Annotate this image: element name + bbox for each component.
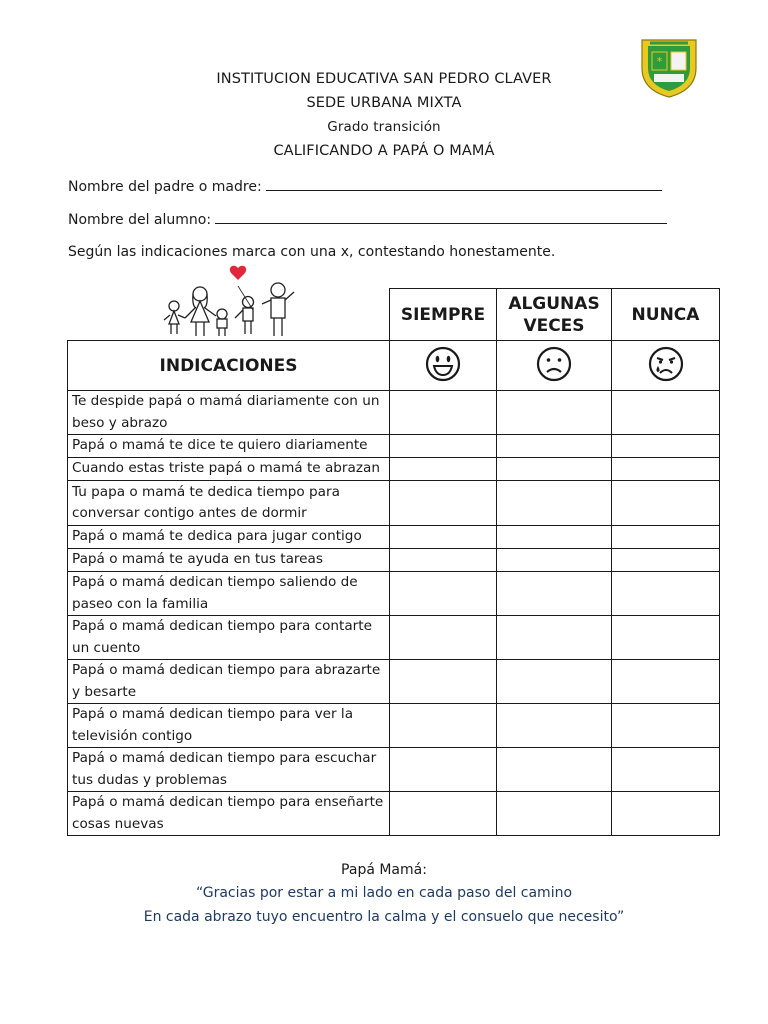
cell-nunca[interactable] <box>612 481 720 526</box>
cell-nunca[interactable] <box>612 704 720 748</box>
table-row <box>68 748 720 792</box>
indication-text: Papá o mamá te ayuda en tus tareas <box>68 549 390 572</box>
cell-nunca[interactable] <box>612 660 720 704</box>
cell-siempre[interactable] <box>390 792 497 836</box>
quote-line-2: En cada abrazo tuyo encuentro la calma y el consuelo que necesito” <box>143 909 625 925</box>
cell-nunca[interactable] <box>612 616 720 660</box>
table-row <box>68 792 720 836</box>
indication-text: Papá o mamá te dedica para jugar contigo <box>68 526 390 549</box>
option-siempre: SIEMPRE <box>390 289 497 341</box>
grade-label: Grado transición <box>327 119 441 135</box>
parent-name-field[interactable] <box>68 176 662 195</box>
cell-nunca[interactable] <box>612 572 720 616</box>
quote-line-1: “Gracias por estar a mi lado en cada paso del camino <box>195 885 573 901</box>
cell-algunas-veces[interactable] <box>497 748 612 792</box>
cell-siempre[interactable] <box>390 526 497 549</box>
indication-text: Papá o mamá dedican tiempo saliendo de paseo con la familia <box>68 572 390 616</box>
table-row <box>68 481 720 526</box>
cell-algunas-veces[interactable] <box>497 616 612 660</box>
table-row <box>68 391 720 435</box>
indication-text: Papá o mamá dedican tiempo para ver la televisión contigo <box>68 704 390 748</box>
cell-siempre[interactable] <box>390 616 497 660</box>
cell-algunas-veces[interactable] <box>497 435 612 458</box>
cell-nunca[interactable] <box>612 526 720 549</box>
cell-nunca[interactable] <box>612 792 720 836</box>
footer-greeting: Papá Mamá: <box>341 862 427 878</box>
student-name-field[interactable] <box>68 209 667 228</box>
cell-siempre[interactable] <box>390 704 497 748</box>
empty-corner-cell <box>68 289 390 341</box>
indication-text: Cuando estas triste papá o mamá te abrazan <box>68 458 390 481</box>
indication-text: Papá o mamá te dice te quiero diariamente <box>68 435 390 458</box>
cell-algunas-veces[interactable] <box>497 792 612 836</box>
indications-header-row <box>68 341 720 391</box>
school-branch: SEDE URBANA MIXTA <box>306 95 462 111</box>
parent-name-label: Nombre del padre o madre: <box>68 179 262 195</box>
cell-nunca[interactable] <box>612 435 720 458</box>
cell-siempre[interactable] <box>390 549 497 572</box>
table-row <box>68 435 720 458</box>
indication-text: Papá o mamá dedican tiempo para enseñarte cosas nuevas <box>68 792 390 836</box>
instructions-text: Según las indicaciones marca con una x, contestando honestamente. <box>68 244 556 260</box>
happy-face-icon <box>390 341 497 391</box>
cell-siempre[interactable] <box>390 481 497 526</box>
crying-face-icon <box>612 341 720 391</box>
cell-algunas-veces[interactable] <box>497 572 612 616</box>
cell-algunas-veces[interactable] <box>497 391 612 435</box>
cell-nunca[interactable] <box>612 391 720 435</box>
indication-text: Papá o mamá dedican tiempo para escuchar tus dudas y problemas <box>68 748 390 792</box>
cell-algunas-veces[interactable] <box>497 526 612 549</box>
cell-nunca[interactable] <box>612 458 720 481</box>
table-row <box>68 458 720 481</box>
svg-text:*: * <box>656 55 663 68</box>
option-nunca: NUNCA <box>612 289 720 341</box>
table-row <box>68 704 720 748</box>
cell-algunas-veces[interactable] <box>497 481 612 526</box>
cell-nunca[interactable] <box>612 549 720 572</box>
cell-algunas-veces[interactable] <box>497 704 612 748</box>
indication-text: Te despide papá o mamá diariamente con un beso y abrazo <box>68 391 390 435</box>
cell-siempre[interactable] <box>390 435 497 458</box>
student-name-label: Nombre del alumno: <box>68 212 212 228</box>
indication-text: Papá o mamá dedican tiempo para contarte un cuento <box>68 616 390 660</box>
table-row <box>68 616 720 660</box>
cell-algunas-veces[interactable] <box>497 660 612 704</box>
sad-face-icon <box>497 341 612 391</box>
school-name: INSTITUCION EDUCATIVA SAN PEDRO CLAVER <box>216 71 552 87</box>
school-logo <box>636 34 702 100</box>
cell-siempre[interactable] <box>390 748 497 792</box>
rating-table <box>67 288 720 836</box>
student-name-blank[interactable] <box>215 209 667 224</box>
indication-text: Tu papa o mamá te dedica tiempo para conversar contigo antes de dormir <box>68 481 390 526</box>
cell-nunca[interactable] <box>612 748 720 792</box>
cell-siempre[interactable] <box>390 572 497 616</box>
cell-algunas-veces[interactable] <box>497 549 612 572</box>
options-header-row <box>68 289 720 341</box>
cell-siempre[interactable] <box>390 660 497 704</box>
table-row <box>68 549 720 572</box>
table-row <box>68 660 720 704</box>
worksheet-title: CALIFICANDO A PAPÁ O MAMÁ <box>273 143 495 159</box>
cell-algunas-veces[interactable] <box>497 458 612 481</box>
table-row <box>68 572 720 616</box>
indication-text: Papá o mamá dedican tiempo para abrazarte y besarte <box>68 660 390 704</box>
table-row <box>68 526 720 549</box>
cell-siempre[interactable] <box>390 458 497 481</box>
parent-name-blank[interactable] <box>266 176 662 191</box>
indications-header: INDICACIONES <box>68 341 390 391</box>
option-algunas-veces: ALGUNAS VECES <box>497 289 612 341</box>
cell-siempre[interactable] <box>390 391 497 435</box>
